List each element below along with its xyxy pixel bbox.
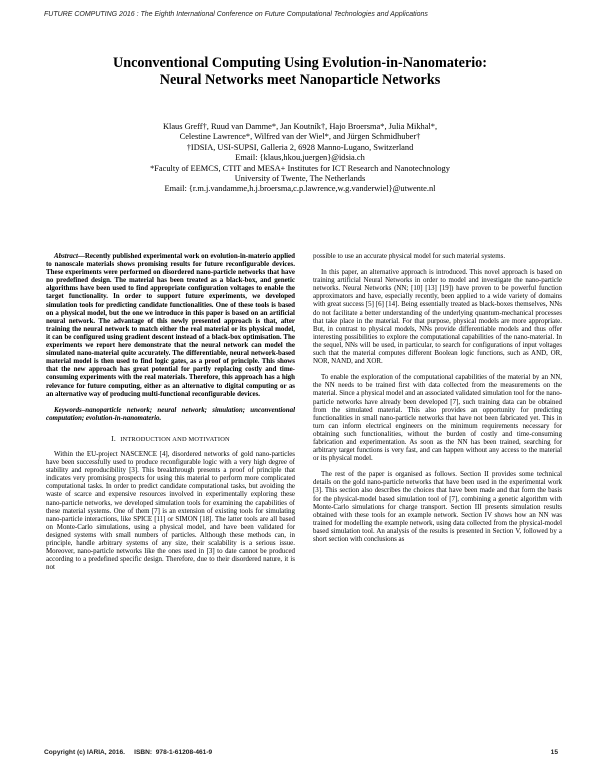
affiliation-twente-location: University of Twente, The Netherlands	[234, 174, 366, 184]
email-idsia: Email: {klaus,hkou,juergen}@idsia.ch	[235, 153, 365, 163]
title-line-2: Neural Networks meet Nanoparticle Networks	[159, 71, 441, 88]
running-header: FUTURE COMPUTING 2016 : The Eighth International Conference on Future Computational Technologies and Applications	[44, 11, 428, 18]
section-title: INTRODUCTION AND MOTIVATION	[120, 435, 230, 443]
email-twente: Email: {r.m.j.vandamme,h.j.broersma,c.p.lawrence,w.g.vanderwiel}@utwente.nl	[164, 184, 436, 194]
abstract-text: —Recently published experimental work on evolution-in-materio applied to nanoscale materials shows promising results for future reconfigurable devices. These experiments were performed on disordered nano-particle networks that have no predefined design. The material has been treated as a black-box, and genetic algorithms have been used to find appropriate configuration voltages to enable the target functionality. In order to support future experiments, we developed simulation tools for predicting candidate functionalities. One of these tools is based on a physical model, but the one we introduce in this paper is based on an artificial neural network. The advantage of this newly presented approach is that, after training the neural network to match either the real material or its physical model, it can be configured using gradient descent instead of a black-box optimisation. The experiments we report here demonstrate that the neural network can model the simulated nano-material quite accurately. The differentiable, neural network-based material model is then used to find logic gates, as a proof of principle. This shows that the new approach has great potential for partly replacing costly and time-consuming experiments with the real materials. Therefore, this approach has a high relevance for future computing, either as an alternative to digital computing or as an alternative way of producing multi-functional reconfigurable devices.	[46, 252, 295, 398]
copyright-isbn: Copyright (c) IARIA, 2016. ISBN: 978-1-61208-461-9	[44, 749, 213, 756]
right-paragraph: possible to use an accurate physical model for such material systems.	[313, 252, 506, 260]
section-number: I.	[111, 433, 116, 443]
right-paragraph: The rest of the paper is organised as follows. Section II provides some technical details on the gold nano-particle networks that have been used in the experimental work [3]. This section also describes the choices that have been made and that form the basis for the physical-model based simulation tool of [7], combining a genetic algorithm with Monte-Carlo simulations for charge transport. Section III presents simulation results obtained with these tools for an example network. Section IV shows how an NN was trained for modelling the example network, using data collected from the physical-model based simulation tool. An analysis of the results is presented in Section V, followed by a short section with conclusions as	[313, 470, 562, 543]
author-block	[40, 122, 560, 195]
section-heading-introduction	[46, 435, 295, 444]
abstract-lead: Abstract	[54, 252, 78, 260]
right-paragraph: In this paper, an alternative approach is introduced. This novel approach is based on training artificial Neural Networks in order to model and investigate the nano-particle networks. Neural Networks (NN; [10] [13] [19]) have proven to be powerful function approximators and have, especially recently, been applied to a wide variety of domains with great success [5] [6] [14]. Being essentially treated as black-boxes themselves, NNs do not facilitate a better understanding of the underlying quantum-mechanical processes that take place in the material. For that purpose, physical models are more appropriate. But, in contrast to physical models, NNs provide differentiable models and thus offer interesting possibilities to explore the computational capabilities of the nano-material. In the sequel, NNs will be used, in particular, to search for configurations of input voltages such that the material computes different Boolean logic functions, such as AND, OR, NOR, NAND, and XOR.	[313, 268, 562, 366]
author-line-2: Celestine Lawrence*, Wilfred van der Wiel*, and Jürgen Schmidhuber†	[179, 132, 421, 142]
author-line-1: Klaus Greff†, Ruud van Damme*, Jan Koutník†, Hajo Broersma*, Julia Mikhal*,	[162, 122, 438, 131]
abstract	[46, 252, 295, 398]
page-number: 15	[550, 749, 558, 756]
keywords: Keywords–nanoparticle network; neural network; simulation; unconventional computation; evolution-in-nanomaterio.	[46, 405, 295, 422]
paper-title	[40, 55, 560, 88]
left-paragraph: Within the EU-project NASCENCE [4], disordered networks of gold nano-particles have been successfully used to produce reconfigurable logic with a very high degree of stability and reproducibility [3]. This breakthrough presents a proof of principle that indicates very promising prospects for using this material to perform more complicated computational tasks. In order to predict candidate computational tasks, but avoiding the waste of scarce and expensive resources involved in experimentally exploring these nano-particle networks, we developed simulation tools for examining the capabilities of these material systems. One of them [7] is an extension of existing tools for simulating nano-particle interactions, like SPICE [11] or SIMON [18]. The latter tools are all based on Monte-Carlo simulations, using a physical model, and have been validated for designed systems with small numbers of particles. Although these methods can, in principle, handle arbitrary systems of any size, their scalability is a serious issue. Moreover, nano-particle networks like the ones used in [3] to date cannot be produced according to a predefined specific design. Therefore, due to their disordered nature, it is not	[46, 449, 295, 572]
title-line-1: Unconventional Computing Using Evolution-in-Nanomaterio:	[112, 55, 488, 71]
affiliation-twente: *Faculty of EEMCS, CTIT and MESA+ Institutes for ICT Research and Nanotechnology	[150, 163, 450, 173]
right-column	[313, 252, 562, 543]
page-footer	[44, 749, 558, 756]
affiliation-idsia: †IDSIA, USI-SUPSI, Galleria 2, 6928 Manno-Lugano, Switzerland	[186, 142, 414, 152]
right-paragraph: To enable the exploration of the computational capabilities of the material by an NN, the NN needs to be trained first with data collected from the measurements on the material. Since a physical model and an associated validated simulation tool for the nano-particle networks have already been developed [7], such training data can be obtained from the simulated material. This also provides an opportunity for predicting functionalities in small nano-particle networks that have not been fabricated yet. This in turn can inform electrical engineers on the minimum requirements necessary for obtaining such functionalities, without the burden of costly and time-consuming fabrication and experimentation. As soon as the NN has been trained, searching for arbitrary target functions is very fast, and can happen without any access to the material or its physical model.	[313, 373, 562, 463]
left-column	[46, 252, 295, 571]
